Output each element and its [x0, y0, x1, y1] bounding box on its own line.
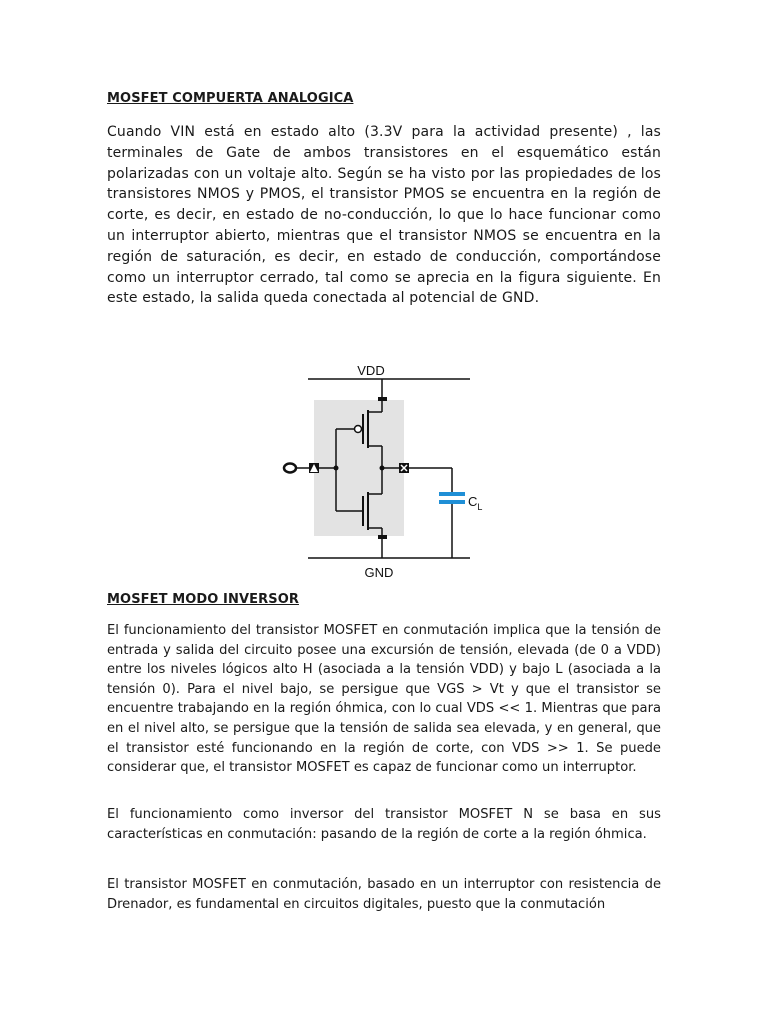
- capacitor-label-sub: L: [477, 502, 483, 512]
- capacitor-label: [468, 494, 482, 512]
- paragraph-inverter-1: El funcionamiento del transistor MOSFET en conmutación implica que la tensión de entrada y salida del circuito posee una excursión de tensión, elevada (de 0 a VDD) entre los niveles lógicos alto H (asociada a la tensión VDD) y bajo L (asociada a la tensión 0). Para el nivel bajo, se persigue que VGS > Vt y que el transistor se encuentre trabajando en la región óhmica, con lo cual VDS << 1. Mientras que para en el nivel alto, se persigue que la tensión de salida sea elevada, y en general, que el transistor esté funcionando en la región de corte, con VDS >> 1. Se puede considerar que, el transistor MOSFET es capaz de funcionar como un interruptor.: [107, 623, 661, 776]
- paragraph-analog-gate: Cuando VIN está en estado alto (3.3V para la actividad presente) , las terminales de Gate de ambos transistores en el esquemático están polarizadas con un voltaje alto. Según se ha visto por las propiedades de los transistores NMOS y PMOS, el transistor PMOS se encuentra en la región de corte, es decir, en estado de no-conducción, lo que lo hace funcionar como un interruptor abierto, mientras que el transistor NMOS se encuentra en la región de saturación, es decir, en estado de conducción, comportándose como un interruptor cerrado, tal como se aprecia en la figura siguiente. En este estado, la salida queda conectada al potencial de GND.: [107, 124, 661, 307]
- vdd-pad: [378, 397, 387, 401]
- cmos-circuit-figure: [280, 360, 500, 585]
- paragraph-inverter-2: El funcionamiento como inversor del transistor MOSFET N se basa en sus características en conmutación: pasando de la región de corte a la región óhmica.: [107, 807, 661, 842]
- gnd-label: GND: [364, 565, 394, 580]
- input-terminal-icon: [284, 464, 296, 473]
- section-heading-analog-gate: MOSFET COMPUERTA ANALOGICA: [107, 91, 354, 106]
- capacitor-label-main: C: [468, 494, 478, 509]
- gnd-pad: [378, 535, 387, 539]
- cmos-circuit-diagram: [280, 360, 500, 585]
- vdd-label: VDD: [357, 363, 385, 378]
- capacitor-plate-top: [439, 492, 465, 496]
- paragraph-inverter-3: El transistor MOSFET en conmutación, basado en un interruptor con resistencia de Drenador, es fundamental en circuitos digitales, puesto que la conmutación: [107, 877, 661, 912]
- capacitor-plate-bottom: [439, 500, 465, 504]
- section-heading-inverter: MOSFET MODO INVERSOR: [107, 592, 299, 607]
